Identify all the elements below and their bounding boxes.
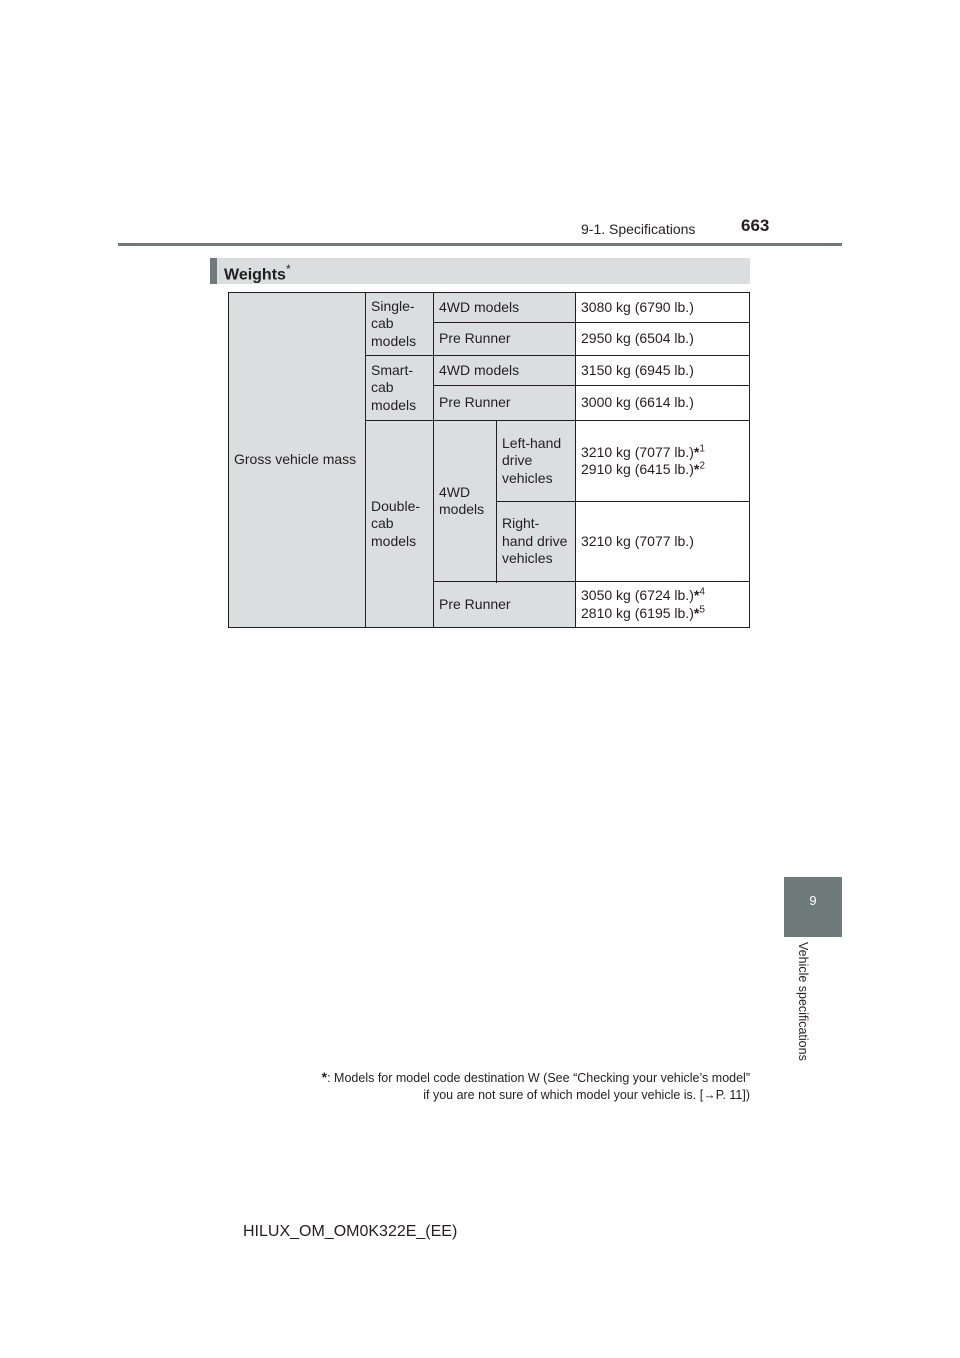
footnote-star-icon: *: [693, 461, 700, 477]
lhd-note-1: 1: [699, 442, 705, 454]
double-cab-pre-runner-value: [576, 582, 750, 628]
footnote-line-2: if you are not sure of which model your vehicle is. [→P. 11]): [423, 1088, 750, 1102]
smart-cab-pre-runner-value: 3000 kg (6614 lb.): [576, 386, 750, 421]
chapter-number: 9: [809, 893, 817, 908]
lhd-value-2: 2910 kg (6415 lb.): [581, 461, 694, 477]
table-row: [229, 293, 750, 323]
single-cab-label: Single-cab models: [366, 293, 434, 356]
lhd-value-1: 3210 kg (7077 lb.): [581, 443, 694, 460]
footnote-star-icon: *: [693, 587, 700, 603]
footnote-star-icon: *: [693, 443, 700, 460]
footnote-mark: *: [321, 1069, 328, 1085]
footnote: [270, 1069, 750, 1104]
smart-cab-label: Smart-cab models: [366, 356, 434, 421]
chapter-label-text: Vehicle specifications: [796, 942, 810, 1061]
smart-cab-4wd-label: 4WD models: [434, 356, 576, 386]
double-cab-pre-runner-label: Pre Runner: [434, 582, 576, 628]
pre-note-2: 5: [699, 603, 705, 615]
header-rule: [118, 243, 842, 246]
footnote-star-icon: *: [693, 604, 700, 621]
smart-cab-4wd-value: 3150 kg (6945 lb.): [576, 356, 750, 386]
right-hand-drive-label: Right-hand drive vehicles: [497, 502, 576, 582]
document-code: HILUX_OM_OM0K322E_(EE): [243, 1223, 458, 1240]
pre-value-2: 2810 kg (6195 lb.): [581, 604, 694, 621]
single-cab-pre-runner-label: Pre Runner: [434, 323, 576, 356]
single-cab-pre-runner-value: 2950 kg (6504 lb.): [576, 323, 750, 356]
section-title: [224, 262, 291, 284]
section-title-text: Weights: [224, 266, 286, 284]
double-cab-label: Double-cab models: [366, 421, 434, 628]
section-heading: 9-1. Specifications: [581, 221, 696, 237]
left-hand-drive-value: [576, 421, 750, 502]
weights-table: [228, 292, 750, 628]
page-number: 663: [741, 216, 770, 235]
single-cab-4wd-value: 3080 kg (6790 lb.): [576, 293, 750, 323]
single-cab-4wd-label: 4WD models: [434, 293, 576, 323]
left-hand-drive-label: Left-hand drive vehicles: [497, 421, 576, 502]
pre-value-1: 3050 kg (6724 lb.): [581, 587, 694, 603]
section-title-mark: *: [285, 262, 291, 276]
chapter-label: [795, 942, 811, 1092]
section-bar-accent: [210, 258, 217, 284]
section-bar: [210, 258, 750, 284]
smart-cab-pre-runner-label: Pre Runner: [434, 386, 576, 421]
pre-note-1: 4: [699, 586, 705, 598]
gross-vehicle-mass-label: Gross vehicle mass: [229, 293, 366, 628]
right-hand-drive-value: 3210 kg (7077 lb.): [576, 502, 750, 582]
footnote-line-1: : Models for model code destination W (See “Checking your vehicle’s model”: [327, 1071, 750, 1085]
double-cab-4wd-label: 4WD models: [434, 421, 497, 582]
chapter-tab[interactable]: [784, 877, 842, 937]
lhd-note-2: 2: [699, 460, 705, 472]
